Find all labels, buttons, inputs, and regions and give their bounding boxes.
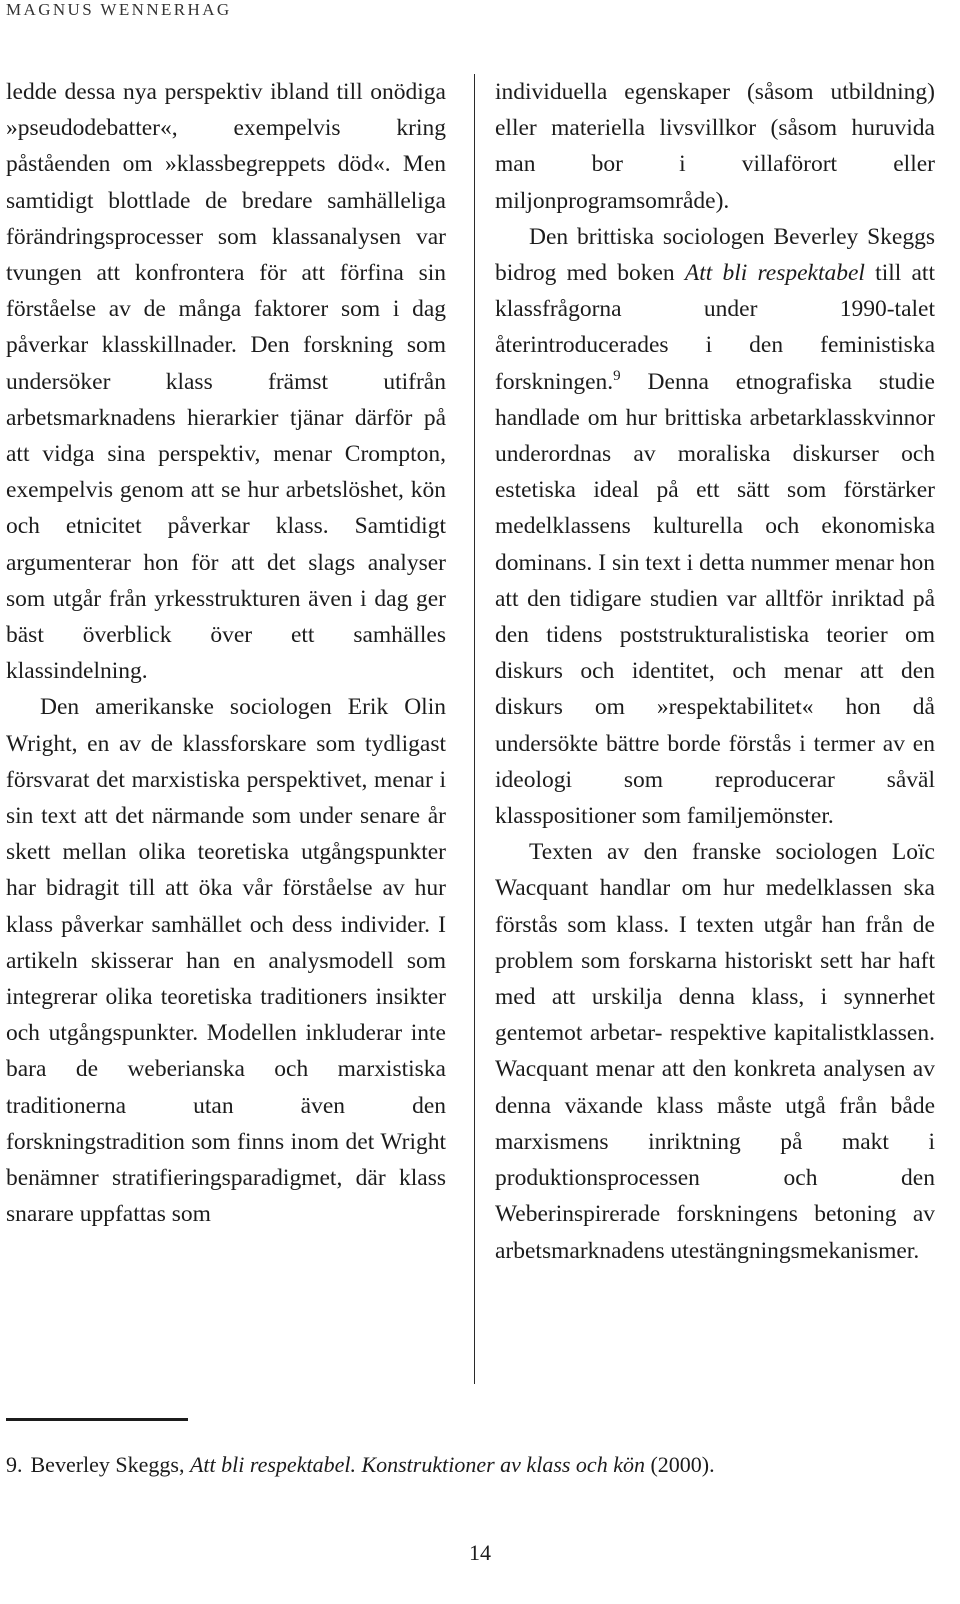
right-p2-text-a: Den brittiska sociologen Beverley Skeggs bidrog med boken	[495, 223, 935, 287]
footnote-title: Att bli respektabel. Konstruktioner av klass och kön	[189, 1452, 645, 1477]
right-p2-text-b: till att klassfrågorna under 1990-talet återintroducerades i den feministiska forskningen.	[495, 260, 935, 395]
footnote-separator	[6, 1418, 188, 1421]
left-column	[6, 74, 446, 1233]
left-paragraph-2: Den amerikanske sociologen Erik Olin Wright, en av de klassforskare som tydligast försvarat det marxistiska perspektivet, menar i sin text att det närmande som under senare år skett mellan olika teoretiska utgångspunkter har bidragit till att öka vår förståelse av hur klass påverkar samhället och dess individer. I artikeln skisserar han en analysmodell som integrerar olika teoretiska traditioners insikter och utgångspunkter. Modellen inkluderar inte bara de weberianska och marxistiska traditionerna utan även den forskningstradition som finns inom det Wright benämner stratifieringsparadigmet, där klass snarare uppfattas som	[6, 694, 446, 1228]
page-number: 14	[469, 1540, 491, 1565]
footnote-year: (2000).	[644, 1452, 715, 1477]
book-title: Att bli respektabel	[684, 260, 865, 287]
footnote	[6, 1450, 715, 1480]
right-paragraph-1: individuella egenskaper (såsom utbildning) eller materiella livsvillkor (såsom huruvida man bor i villaförort eller miljonprogramsområde).	[495, 79, 935, 214]
footnote-author: Beverley Skeggs,	[30, 1452, 190, 1477]
running-head: MAGNUS WENNERHAG	[6, 0, 232, 19]
right-paragraph-2	[495, 219, 935, 834]
right-p2-text-c: Denna etnografiska studie handlade om hur brittiska arbetarklasskvinnor underordnas av moraliska diskurser och estetiska ideal på ett sätt som förstärker medelklassens kulturella och ekonomiska dominans. I sin text i detta nummer menar hon att den tidigare studien var alltför inriktad på den tidens poststrukturalistiska teorier om diskurs och identitet, och menar att den diskurs om »respektabilitet« hon då undersökte bättre borde förstås i termer av en ideologi som reproducerar såväl klasspositioner som familjemönster.	[495, 368, 935, 830]
left-paragraph-1: ledde dessa nya perspektiv ibland till onödiga »pseudodebatter«, exempelvis kring påståenden om »klassbegreppets död«. Men samtidigt blottlade de bredare samhälleliga förändringsprocesser som klassanalysen var tvungen att konfrontera för att förfina sin förståelse av de många faktorer som i dag påverkar klasskillnader. Den forskning som undersöker klass främst utifrån arbetsmarknadens hierarkier tjänar därför på att vidga sina perspektiv, menar Crompton, exempelvis genom att se hur arbetslöshet, kön och etnicitet påverkar klass. Samtidigt argumenterar hon för att det slags analyser som utgår från yrkesstrukturen även i dag ger bäst överblick över ett samhälles klassindelning.	[6, 79, 446, 685]
footnote-number: 9.	[6, 1452, 23, 1477]
right-paragraph-3: Texten av den franske sociologen Loïc Wacquant handlar om hur medelklassen ska förstås som klass. I texten utgår han från de problem som forskarna historiskt sett har haft med att urskilja denna klass, i synnerhet gentemot arbetar- respektive kapitalistklassen. Wacquant menar att den konkreta analysen av denna växande klass måste utgå från både marxismens inriktning på makt i produktionsprocessen och den Weberinspirerade forskningens betoning av arbetsmarknadens utestängningsmekanismer.	[495, 839, 935, 1264]
column-divider	[474, 74, 475, 1384]
right-column	[495, 74, 935, 1269]
footnote-reference[interactable]: 9	[613, 367, 621, 384]
